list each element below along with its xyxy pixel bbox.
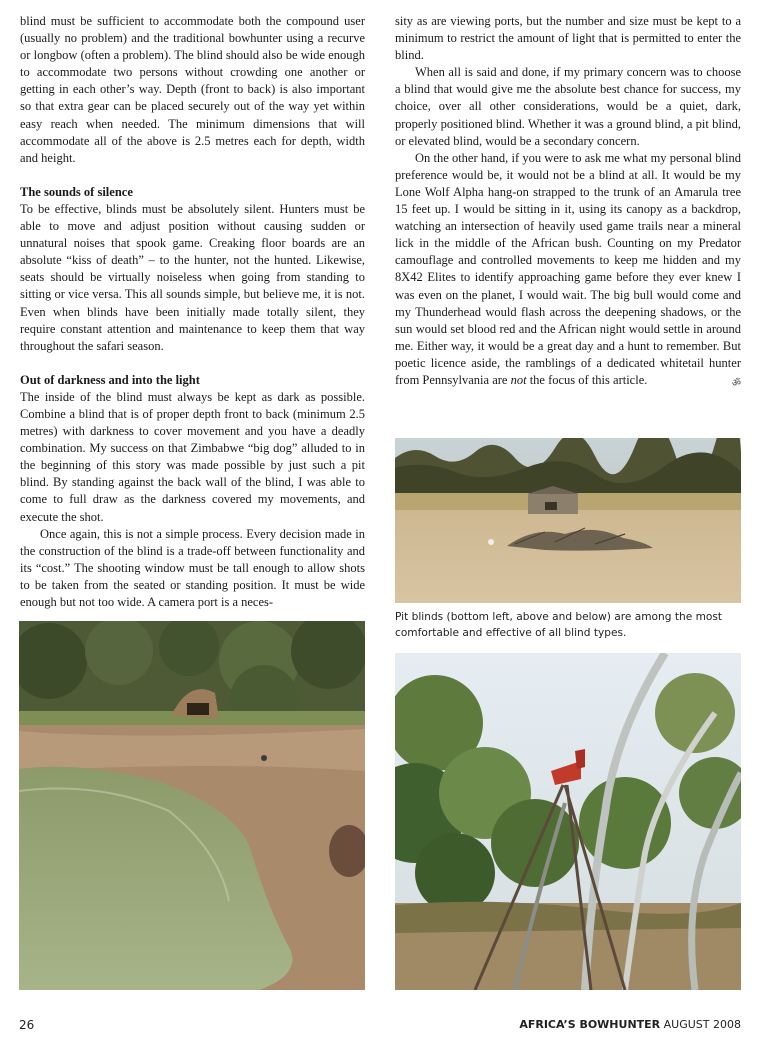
page-number: 26 [19,1018,35,1032]
photo-caption: Pit blinds (bottom left, above and below) are among the most comfortable and effective of all blind types. [395,611,723,639]
issue-date: AUGUST 2008 [660,1018,741,1031]
heading-sounds-of-silence: The sounds of silence [20,184,133,199]
photo-waterhole-pit-blind [19,621,365,990]
paragraph-blind-dimensions: blind must be sufficient to accommodate both the compound user (usually no problem) and the traditional bowhunter using a recurve or longbow (often a problem). The blind should also be wide enough to accommodate two persons without crowding one another or getting in each other’s way. Depth (front to back) is also important so that extra gear can be placed securely out of the way yet within easy reach when needed. The minimum dimensions that will accommodate all of the above is 2.5 metres each for depth, width and height. [20,14,365,165]
paragraph-text-end: the focus of this article. [526,372,648,387]
article-column-left [20,13,365,611]
paragraph-personal-preference [395,150,741,389]
paragraph-silence: To be effective, blinds must be absolutely silent. Hunters must be able to move and adjust position without causing sudden or unnatural noises that spook game. Creaking floor boards are an absolute “kiss of death” – to the hunter, not the hunted. Likewise, seats should be virtually noiseless when going from standing to sitting or vice versa. This all sounds simple, but believe me, it is not. Even when blinds have been initially made totally silent, they require constant attention and maintenance to keep them that way throughout the safari season. [20,201,365,353]
heading-out-of-darkness: Out of darkness and into the light [20,372,200,387]
paragraph-viewing-ports: sity as are viewing ports, but the number and size must be kept to a minimum to restrict the amount of light that is permitted to enter the blind. [395,14,741,63]
paragraph-primary-concern: When all is said and done, if my primary concern was to choose a blind that would give me the absolute best chance for success, my choice, over all other considerations, would be a quiet, dark, properly positioned blind. Whether it was a ground blind, a pit blind, or elevated blind, would be a secondary concern. [395,65,741,148]
emphasis-not: not [510,372,527,387]
magazine-title: AFRICA’S BOWHUNTER [519,1018,661,1031]
paragraph-tradeoffs: Once again, this is not a simple process. Every decision made in the construction of the blind is a trade-off between functionality and its “cost.” The shooting window must be tall enough to allow shots to be taken from the seated or standing position. It must be wide enough but not too wide. A camera port is a neces- [20,526,365,609]
paragraph-darkness: The inside of the blind must always be kept as dark as possible. Combine a blind that is of proper depth front to back (minimum 2.5 metres) with darkness to cover movement and you have a deadly combination. My success on that Zimbabwe “big dog” alluded to in the beginning of this story was made possible by just such a pit blind. By standing against the back wall of the blind, I was able to come to full draw as the darkness covered my movements, and execute the shot. [20,389,365,524]
photo-pit-blind-clearing [395,438,741,603]
article-column-right [395,13,741,392]
paragraph-text: On the other hand, if you were to ask me what my personal blind preference would be, it would not be a blind at all. It would be my Lone Wolf Alpha hang-on strapped to the trunk of an Amarula tree 15 feet up. I would be sitting in it, using its canopy as a backdrop, watching an intersection of heavily used game trails near a mineral lick in the middle of the African bush. Counting on my Predator camouflage and controlled movements to keep me hidden and my 8X42 Elites to identify approaching game before they ever knew I was even on the planet, I would wait. The big bull would come and my Thunderhead would flash across the deepening shadows, or the sun would set blood red and the African night would settle in around me. Either way, it would be a great day and a hunt to remember. But poetic licence aside, the ramblings of a dedicated whitetail hunter from Pennsylvania are [395,150,741,387]
running-footer [519,1018,741,1031]
end-of-article-icon: ॐ [731,377,741,389]
photo-elevated-tripod-stand [395,653,741,990]
